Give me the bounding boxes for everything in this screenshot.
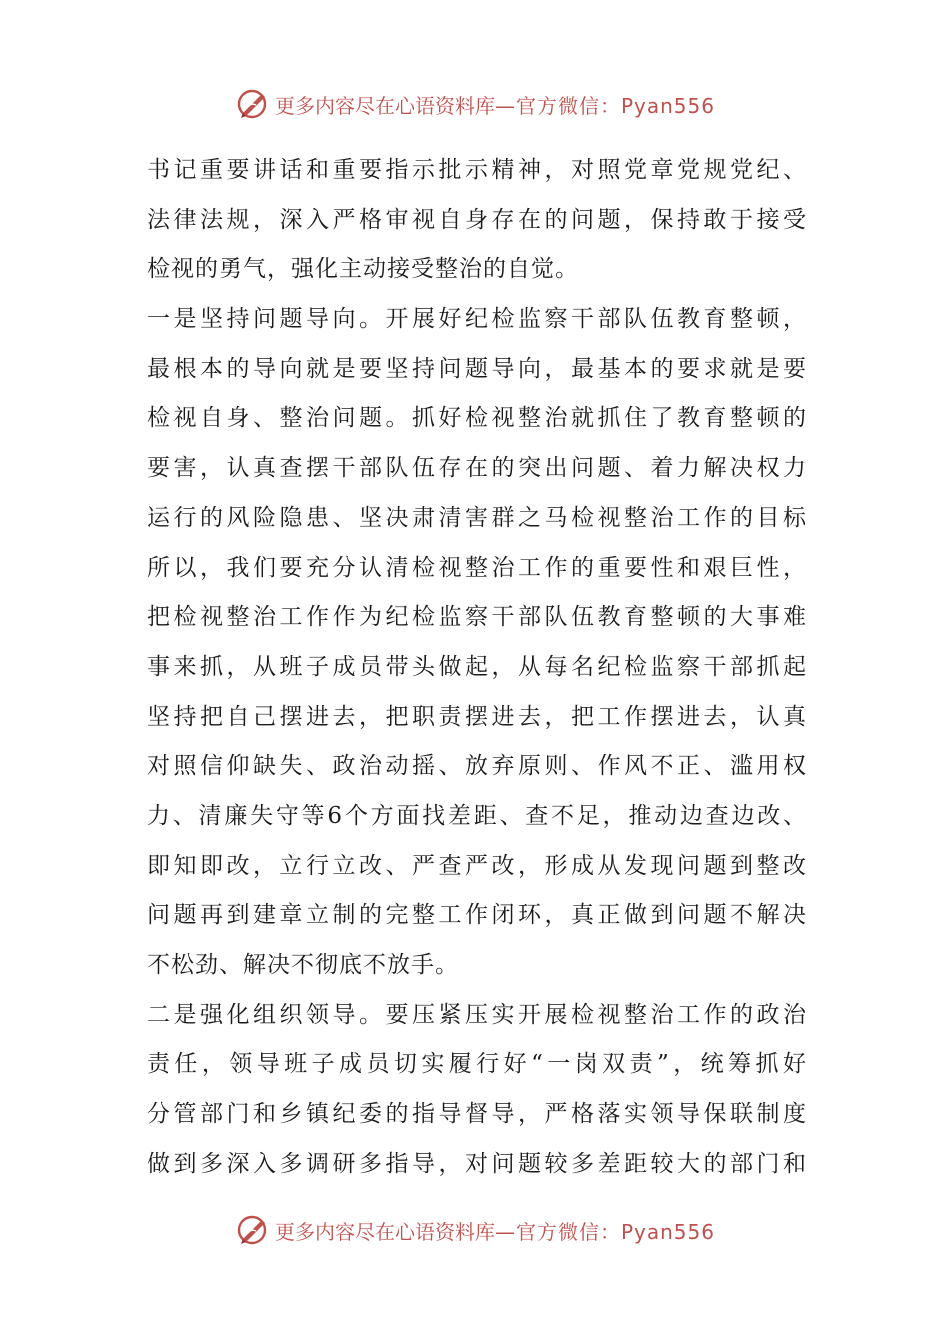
text-line: 检视的勇气，强化主动接受整治的自觉。: [147, 256, 579, 283]
text-line: 运行的风险隐患、坚决肃清害群之马检视整治工作的目标: [147, 504, 807, 531]
text-line: 责任，领导班子成员切实履行好“一岗双责”，统筹抓好: [147, 1051, 807, 1078]
footer-banner: [0, 1208, 950, 1252]
text-line: 做到多深入多调研多指导，对问题较多差距较大的部门和: [147, 1150, 807, 1177]
text-line: 问题再到建章立制的完整工作闭环，真正做到问题不解决: [147, 902, 807, 929]
text-line: 坚持把自己摆进去，把职责摆进去，把工作摆进去，认真: [147, 703, 807, 730]
text-line: 分管部门和乡镇纪委的指导督导，严格落实领导保联制度: [147, 1101, 807, 1128]
text-line: 最根本的导向就是要坚持问题导向，最基本的要求就是要: [147, 355, 807, 382]
pen-circle-logo-icon: [235, 1212, 271, 1248]
banner-main-text: 更多内容尽在心语资料库: [274, 93, 495, 118]
header-banner: [0, 82, 950, 126]
text-line: 书记重要讲话和重要指示批示精神，对照党章党规党纪、: [147, 157, 807, 183]
text-line: 二是强化组织领导。要压紧压实开展检视整治工作的政治: [147, 1001, 807, 1028]
banner-sub-text: —官方微信：Pyan556: [494, 93, 715, 118]
text-line: 法律法规，深入严格审视自身存在的问题，保持敢于接受: [147, 206, 807, 233]
text-line: 对照信仰缺失、政治动摇、放弃原则、作风不正、滥用权: [147, 753, 807, 780]
text-line: 检视自身、整治问题。抓好检视整治就抓住了教育整顿的: [147, 405, 807, 432]
text-line: 所以，我们要充分认清检视整治工作的重要性和艰巨性，: [147, 554, 807, 581]
text-line: 力、清廉失守等6个方面找差距、查不足，推动边查边改、: [147, 802, 807, 829]
banner-main-text: 更多内容尽在心语资料库: [274, 1219, 495, 1244]
text-line: 事来抓，从班子成员带头做起，从每名纪检监察干部抓起: [147, 653, 807, 680]
banner-sub-text: —官方微信：Pyan556: [494, 1219, 715, 1244]
document-body: [147, 146, 807, 1189]
text-line: 即知即改，立行立改、严查严改，形成从发现问题到整改: [147, 852, 807, 879]
text-line: 一是坚持问题导向。开展好纪检监察干部队伍教育整顿，: [147, 306, 807, 333]
text-line: 不松劲、解决不彻底不放手。: [147, 952, 459, 978]
pen-circle-logo-icon: [235, 86, 271, 122]
text-line: 要害，认真查摆干部队伍存在的突出问题、着力解决权力: [147, 455, 807, 482]
text-line: 把检视整治工作作为纪检监察干部队伍教育整顿的大事难: [147, 604, 807, 631]
